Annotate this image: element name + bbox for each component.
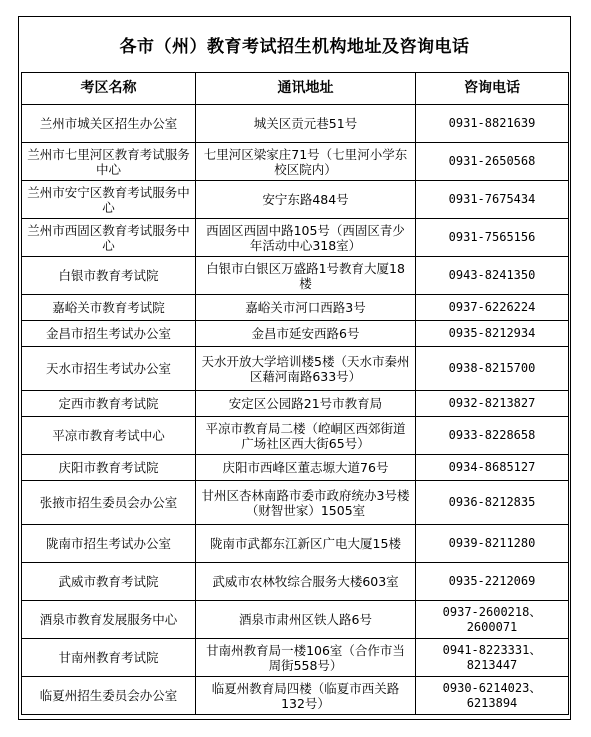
header-region-name: 考区名称 [22,73,196,105]
table-row [22,181,569,219]
address-cell: 陇南市武都东江新区广电大厦15楼 [196,525,416,563]
region-name-cell: 定西市教育考试院 [22,391,196,417]
region-name-cell: 甘南州教育考试院 [22,639,196,677]
address-cell: 酒泉市肃州区铁人路6号 [196,601,416,639]
phone-cell: 0932-8213827 [416,391,569,417]
table-row [22,455,569,481]
phone-cell: 0938-8215700 [416,347,569,391]
contact-table [21,72,569,715]
phone-cell: 0931-2650568 [416,143,569,181]
table-row [22,525,569,563]
header-phone: 咨询电话 [416,73,569,105]
table-row [22,677,569,715]
region-name-cell: 兰州市西固区教育考试服务中心 [22,219,196,257]
table-row [22,143,569,181]
table-row [22,417,569,455]
phone-cell: 0930-6214023、6213894 [416,677,569,715]
document-title: 各市（州）教育考试招生机构地址及咨询电话 [119,37,470,57]
address-cell: 金昌市延安西路6号 [196,321,416,347]
region-name-cell: 天水市招生考试办公室 [22,347,196,391]
address-cell: 七里河区梁家庄71号（七里河小学东校区院内） [196,143,416,181]
region-name-cell: 兰州市安宁区教育考试服务中心 [22,181,196,219]
table-row [22,257,569,295]
phone-cell: 0937-6226224 [416,295,569,321]
phone-cell: 0935-8212934 [416,321,569,347]
address-cell: 安宁东路484号 [196,181,416,219]
region-name-cell: 临夏州招生委员会办公室 [22,677,196,715]
phone-cell: 0931-7565156 [416,219,569,257]
address-cell: 庆阳市西峰区董志塬大道76号 [196,455,416,481]
phone-cell: 0941-8223331、8213447 [416,639,569,677]
region-name-cell: 嘉峪关市教育考试院 [22,295,196,321]
region-name-cell: 平凉市教育考试中心 [22,417,196,455]
phone-cell: 0943-8241350 [416,257,569,295]
region-name-cell: 武威市教育考试院 [22,563,196,601]
table-row [22,563,569,601]
phone-cell: 0934-8685127 [416,455,569,481]
address-cell: 临夏州教育局四楼（临夏市西关路132号） [196,677,416,715]
header-address: 通讯地址 [196,73,416,105]
region-name-cell: 兰州市七里河区教育考试服务中心 [22,143,196,181]
region-name-cell: 酒泉市教育发展服务中心 [22,601,196,639]
address-cell: 白银市白银区万盛路1号教育大厦18楼 [196,257,416,295]
region-name-cell: 张掖市招生委员会办公室 [22,481,196,525]
region-name-cell: 白银市教育考试院 [22,257,196,295]
address-cell: 城关区贡元巷51号 [196,105,416,143]
region-name-cell: 兰州市城关区招生办公室 [22,105,196,143]
table-row [22,295,569,321]
region-name-cell: 庆阳市教育考试院 [22,455,196,481]
table-header-row [22,73,569,105]
address-cell: 武威市农林牧综合服务大楼603室 [196,563,416,601]
table-row [22,347,569,391]
address-cell: 甘州区杏林南路市委市政府统办3号楼（财智世家）1505室 [196,481,416,525]
document-frame [18,16,571,720]
address-cell: 平凉市教育局二楼（崆峒区西郊街道广场社区西大街65号） [196,417,416,455]
table-row [22,321,569,347]
region-name-cell: 金昌市招生考试办公室 [22,321,196,347]
table-row [22,219,569,257]
region-name-cell: 陇南市招生考试办公室 [22,525,196,563]
table-row [22,601,569,639]
phone-cell: 0939-8211280 [416,525,569,563]
phone-cell: 0936-8212835 [416,481,569,525]
phone-cell: 0935-2212069 [416,563,569,601]
table-row [22,105,569,143]
address-cell: 安定区公园路21号市教育局 [196,391,416,417]
phone-cell: 0937-2600218、2600071 [416,601,569,639]
address-cell: 嘉峪关市河口西路3号 [196,295,416,321]
table-row [22,639,569,677]
address-cell: 天水开放大学培训楼5楼（天水市秦州区藉河南路633号） [196,347,416,391]
table-row [22,481,569,525]
phone-cell: 0931-8821639 [416,105,569,143]
phone-cell: 0931-7675434 [416,181,569,219]
phone-cell: 0933-8228658 [416,417,569,455]
address-cell: 西固区西固中路105号（西固区青少年活动中心318室） [196,219,416,257]
table-row [22,391,569,417]
address-cell: 甘南州教育局一楼106室（合作市当周街558号） [196,639,416,677]
